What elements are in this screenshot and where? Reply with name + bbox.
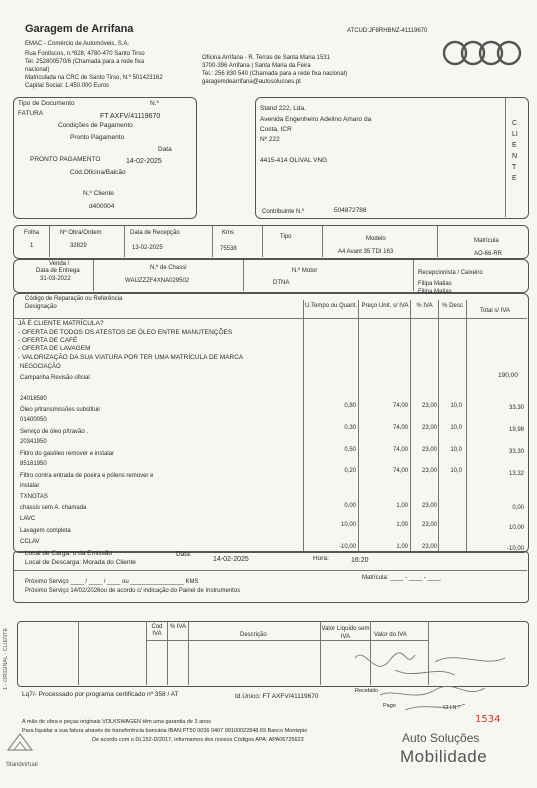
company-line: Matriculada na CRC de Santo Tirso, N.º 501423162 [25, 75, 163, 81]
kms-value: 75538 [220, 246, 237, 252]
divider [243, 260, 244, 291]
row-price: 1,00 [396, 522, 408, 528]
sale-box [13, 259, 529, 293]
divider [413, 260, 414, 291]
time-value: 16:20 [351, 557, 369, 564]
row-discount: 10,0 [450, 447, 462, 453]
divider [93, 260, 94, 291]
cheque-label: CH.N.º [443, 705, 460, 711]
tax-net-header: Valor Líquido sem IVA [321, 626, 370, 640]
chassis-label: N.º de Chassi [150, 265, 187, 271]
row-price: 74,00 [392, 447, 408, 453]
row-qty: 10,00 [340, 522, 356, 528]
row-ref: TXNOTAS [20, 494, 48, 500]
row-ref: CCLAV [20, 539, 40, 545]
loading-place: Local de Carga: o da Emissão [25, 550, 113, 557]
company-name: Garagem de Arrifana [25, 23, 134, 35]
row-total: 33,30 [508, 405, 524, 411]
divider [49, 226, 50, 257]
customer-line: Costa, ICR [260, 126, 292, 133]
copy-label-vertical: 1 - ORIGINAL - CLIENTE [3, 627, 9, 690]
row-total: -10,00 [506, 546, 524, 552]
row-qty: -10,00 [338, 544, 356, 550]
plate-value: AO-66-RR [474, 251, 503, 257]
handwritten-number: 1534 [475, 714, 501, 725]
payment-value: Pronto Pagamento [70, 134, 125, 141]
engine-label: N.º Motor [292, 268, 318, 274]
time-label: Hora: [313, 555, 329, 562]
date-label: Data [158, 146, 172, 153]
row-ref: 24018580 [20, 396, 47, 402]
row-desc: Serviço de óleo p/travão . [20, 429, 89, 435]
qty-header: U.Tempo ou Quant. [304, 303, 358, 309]
row-desc: chassis sem A. chamada [20, 505, 87, 511]
row-qty: 0,00 [344, 503, 356, 509]
atcud: ATCUD:JF8RHBNZ-41119670 [347, 28, 428, 34]
footer-date-label: Data: [176, 551, 192, 558]
client-number-label: N.º Cliente [83, 190, 114, 197]
audi-logo-icon [441, 38, 523, 70]
promo-line: - OFERTA DE TODOS OS ATESTOS DE ÓLEO ENTRE MANUTENÇÕES [18, 329, 233, 336]
company-line: Capital Social: 1.450.000 Euros [25, 83, 110, 89]
discount-header: % Desc [442, 303, 463, 309]
row-desc: instalar [20, 483, 40, 489]
row-vat: 23,00 [421, 522, 437, 528]
promo-line: - OFERTA DE LAVAGEM [18, 345, 91, 352]
divider [466, 300, 467, 551]
row-discount: 10,0 [450, 468, 462, 474]
plate-fill: Matrícula: ____ - ____ - ____ [362, 575, 441, 581]
apa-note: De acordo com o DL152-D/2017, informamos dos nossos Códigos APA: APA06725623 [92, 737, 304, 743]
row-total: 33,30 [508, 449, 524, 455]
divider [437, 226, 438, 257]
row-desc: Óleo p/transmissões substituir [20, 407, 101, 413]
next-service-1: Próximo Serviço ____ / ____ / ____ ou ________________ KMS [25, 579, 199, 585]
row-vat: 23,00 [421, 503, 437, 509]
row-qty: 0,20 [344, 468, 356, 474]
handwritten-signature-icon [335, 640, 527, 720]
divider [167, 622, 168, 685]
tax-code-header: Cod IVA [151, 624, 163, 637]
row-qty: 0,30 [344, 425, 356, 431]
promo-line: JÁ É CLIENTE MATRÍCULA? [18, 320, 104, 327]
price-header: Preço Unit. s/ IVA [361, 303, 409, 309]
reception-date-header: Data de Recepção [130, 230, 180, 236]
company-line: EMAC - Comércio de Automóveis, S.A. [25, 41, 130, 47]
row-price: 1,00 [396, 503, 408, 509]
engine-value: DTNA [273, 280, 290, 286]
chassis-value: WAUZZZF4XNA029502 [125, 278, 190, 284]
row-ref: 01400050 [20, 417, 47, 423]
certified-software: Lq7/- Processado por programa certificado nº 358 / AT [22, 691, 179, 698]
promo-line: - VALORIZAÇÃO DA SUA VIATURA POR TER UMA MATRÍCULA DE MARCA [18, 354, 244, 361]
standvirtual-logo-icon [5, 730, 35, 754]
negotiation-label: NEGOCIAÇÃO [20, 364, 61, 370]
order-value: 32829 [70, 243, 87, 249]
divider [14, 570, 527, 571]
row-price: 74,00 [392, 403, 408, 409]
row-ref: 85181950 [20, 461, 47, 467]
divider [303, 300, 304, 551]
divider [358, 300, 359, 551]
brand-line2: Mobilidade [400, 747, 488, 766]
row-total: 19,98 [508, 427, 524, 433]
received-label: Recebido [355, 688, 379, 694]
row-vat: 23,00 [421, 447, 437, 453]
tax-rate-header: % IVA [169, 624, 187, 630]
customer-line: 4415-414 OLIVAL VNG [260, 157, 328, 164]
model-header: Modelo [366, 236, 386, 242]
sheet-value: 1 [30, 243, 34, 249]
unloading-place: Local de Descarga: Morada do Cliente [25, 559, 136, 566]
row-qty: 0,80 [344, 403, 356, 409]
divider [124, 226, 125, 257]
row-vat: 23,00 [421, 544, 437, 550]
divider [14, 318, 527, 319]
watermark-text: Standvirtual [6, 762, 38, 768]
payment-label: Condições de Pagamento [58, 122, 133, 129]
company-line: Rua Fontiscos, n.º828, 4780-470 Santo Tirso [25, 51, 145, 57]
doc-date: 14-02-2025 [126, 158, 162, 165]
sale-label: Venda / [49, 261, 70, 267]
divider [212, 226, 213, 257]
divider [505, 98, 506, 217]
row-price: 1,00 [396, 544, 408, 550]
cliente-vertical-label: CLIENTE [512, 120, 518, 182]
campaign-total: 190,00 [498, 372, 518, 379]
row-desc: Lavagem completa [20, 528, 71, 534]
row-vat: 23,00 [421, 425, 437, 431]
receptionist-1: Filipa Matias [418, 281, 452, 287]
model-value: A4 Avant 35 TDI 163 [338, 249, 394, 255]
office-line: Oficina Arrifana - R. Terras de Santa Maria 1531 [202, 55, 330, 61]
row-discount: 10,0 [450, 403, 462, 409]
office-line: garagemdearrifana@autosolucoes.pt [202, 79, 301, 85]
row-vat: 23,00 [421, 468, 437, 474]
next-service-2: Próximo Serviço 14/02/2026ou de acordo c/ indicação do Painel de Instrumentos [25, 588, 241, 594]
tax-desc-header: Descrição [240, 632, 267, 638]
type-header: Tipo [280, 234, 292, 240]
row-qty: 0,50 [344, 447, 356, 453]
reception-date-value: 13-02-2025 [132, 245, 163, 251]
doc-number: FT AXFV/41119670 [100, 113, 161, 120]
designation-header: Designação [25, 304, 57, 310]
paid-label: Pago [383, 703, 396, 709]
unique-id: Id.Unico: FT AXFV/41119670 [235, 693, 319, 700]
campaign-label: Campanha Revisão oficial [20, 375, 90, 381]
row-ref: LAVC [20, 516, 36, 522]
total-header: Total s/ IVA [480, 308, 510, 314]
row-discount: 10,0 [450, 425, 462, 431]
tax-vat-header: Valor do IVA [374, 632, 407, 638]
tax-id-label: Contribuinte N.º [262, 209, 305, 215]
customer-line: Nº 222 [260, 136, 280, 143]
client-number: d400004 [89, 203, 115, 210]
office-line: 3700-396 Arrifana | Santa Maria da Feira [202, 63, 311, 69]
row-vat: 23,00 [421, 403, 437, 409]
row-desc: Filtro do gasóleo remover e instalar [20, 451, 115, 457]
office-line: Tel.: 256 830 540 (Chamada para a rede fixa nacional) [202, 71, 348, 77]
delivery-date-label: Data de Entrega [36, 268, 80, 274]
sheet-header: Folha [24, 230, 40, 236]
payment-mode: PRONTO PAGAMENTO [30, 156, 101, 163]
row-price: 74,00 [392, 468, 408, 474]
brand-line1: Auto Soluções [402, 731, 480, 745]
row-total: 0,00 [512, 505, 524, 511]
promo-line: - OFERTA DE CAFÉ [18, 337, 78, 344]
footer-date: 14-02-2025 [213, 556, 249, 563]
row-ref: 20341950 [20, 439, 47, 445]
doc-type-label: Tipo de Documento [18, 100, 75, 107]
office-code-label: Cód.Oficina/Balcão [70, 169, 126, 176]
customer-line: Stand 222, Lda. [260, 105, 306, 112]
divider [188, 622, 189, 685]
receptionist-label: Recepcionista / Caixeiro [418, 270, 483, 276]
bank-note: Para liquidar a sua fatura através de transferência bancária IBAN:PT50 0036 0407 99100022848 69 Banco Montepio [22, 728, 308, 734]
vat-header: % IVA [416, 303, 433, 309]
row-total: 13,32 [508, 471, 524, 477]
divider [78, 622, 79, 685]
receptionist-2: Filipa Matias [418, 289, 452, 295]
warranty-note: A mão de obra e peças originais VOLKSWAGEN têm uma garantia de 3 anos [22, 719, 212, 725]
delivery-date: 31-03-2022 [40, 276, 71, 282]
ref-header: Código de Reparação ou Referência [25, 296, 123, 302]
company-line: Tel. 252800570/6 (Chamada para a rede fixa [25, 59, 145, 65]
plate-header: Matrícula [474, 238, 499, 244]
order-header: Nº Obra/Ordem [60, 230, 102, 236]
row-desc: Filtro contra entrada de poeira e pólens remover e [20, 473, 154, 479]
row-total: 10,00 [508, 525, 524, 531]
divider [322, 226, 323, 257]
row-price: 74,00 [392, 425, 408, 431]
divider [262, 226, 263, 257]
customer-line: Avenida Engenheiro Adelino Amaro da [260, 116, 372, 123]
tax-id: 504872788 [334, 207, 367, 214]
company-line: nacional) [25, 67, 50, 73]
doc-number-label: N.º [150, 100, 159, 107]
doc-type: FATURA [18, 110, 44, 117]
kms-header: Kms [222, 230, 234, 236]
